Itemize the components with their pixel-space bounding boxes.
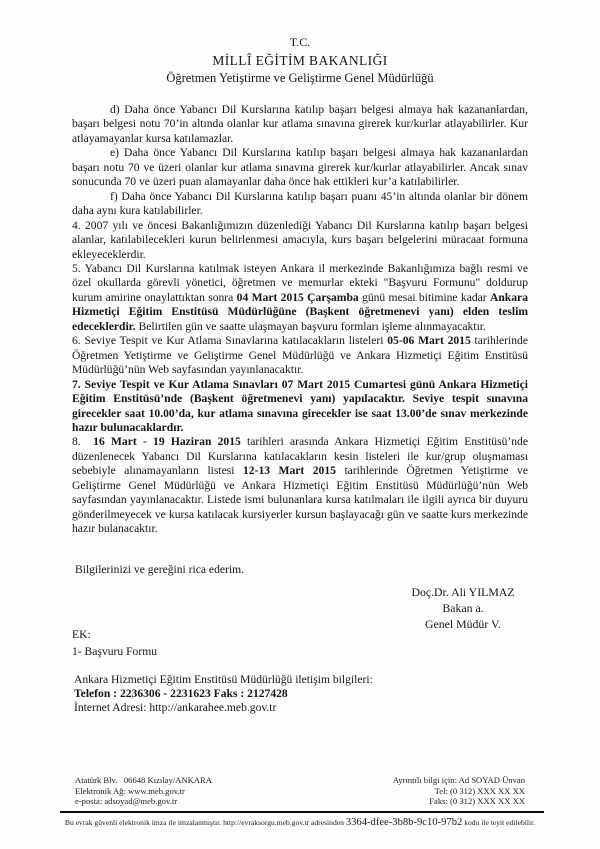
text-run: 5. Yabancı Dil Kurslarına katılmak isteyen Ankara il merkezinde Bakanlığımıza bağlı resmi ve özel okullarda görevli yönetici, öğretmen ve memurlar ekteki "Başvuru Formunu" doldurup kurum amirine onaylattıktan sonra: [72, 261, 528, 304]
footer-web-address: Elektronik Ağ: www.meb.gov.tr: [75, 785, 185, 796]
body-paragraph: [72, 190, 528, 219]
body-paragraph: [72, 146, 528, 189]
text-run: Ankara Hizmetiçi Eğitim Enstitüsü Müdürlüğüne (Başkent öğretmenevi yanı) elden teslim edeceklerdir.: [72, 290, 528, 333]
letter-body: [72, 103, 528, 537]
letterhead-directorate: Öğretmen Yetiştirme ve Geliştirme Genel Müdürlüğü: [166, 71, 434, 85]
signer-name: Doç.Dr. Ali YILMAZ: [411, 585, 515, 599]
text-run: f) Daha önce Yabancı Dil Kurslarına katılıp başarı puanı 45’in altında olanlar bir dönem daha aynı kura katılabilirler.: [72, 189, 528, 218]
letterhead-tc: T.C.: [289, 35, 311, 49]
text-run: 16 Mart - 19 Haziran 2015: [93, 435, 241, 449]
contact-block: [74, 673, 373, 715]
contact-internet-address: İnternet Adresi: http://ankarahee.meb.gov.tr: [74, 701, 277, 714]
body-paragraph: [72, 103, 528, 146]
text-run: tarihleri arasında Ankara Hizmetiçi Eğitim Enstitüsü’nde düzenlenecek Yabancı Dil Kurslarına katılacakların kesin listeleri ile kur/grup oluşmaması sebebiyle alınamayanların listesi: [72, 435, 528, 478]
closing-line: Bilgilerinizi ve gereğini rica ederim.: [75, 563, 245, 576]
body-paragraph: [72, 435, 528, 536]
text-run: 6. Seviye Tespit ve Kur Atlama Sınavlarına katılacakların listeleri: [72, 334, 388, 348]
text-run: 05-06 Mart 2015: [387, 334, 471, 348]
verification-code: 3364-dfee-3b8b-9c10-97b2: [345, 817, 463, 828]
verification-suffix: kodu ile teyit edilebilir.: [462, 818, 536, 827]
text-run: tarihlerinde Öğretmen Yetiştirme ve Geliştirme Genel Müdürlüğü ve Ankara Hizmetiçi Eğitim Enstitüsü Müdürlüğü’nün Web sayfasından yayınlanacaktır.: [72, 334, 528, 377]
contact-heading: Ankara Hizmetiçi Eğitim Enstitüsü Müdürlüğü iletişim bilgileri:: [74, 673, 373, 686]
footer-divider-line: [60, 811, 544, 813]
text-run: tarihlerinde Öğretmen Yetiştirme ve Geliştirme Genel Müdürlüğü ve Ankara Hizmetiçi Eğitim Enstitüsü Müdürlüğü’nün Web sayfasından yayınlanacaktır. Listede ismi bulunanlara kursa katılmaları ile ilgili ayrıca bir duyuru gönderilmeyecek ve kursa katılacak kursiyerler kursun başlayacağı gün ve saatte kurs merkezinde hazır bulanacaktır.: [72, 464, 528, 536]
verification-prefix: Bu evrak güvenli elektronik imza ile imzalanmıştır. http://evraksorgu.meb.gov.tr adresinden: [64, 818, 346, 827]
letterhead-ministry: MİLLÎ EĞİTİM BAKANLIĞI: [212, 53, 388, 68]
body-paragraph: [72, 219, 528, 262]
body-paragraph: [72, 378, 528, 436]
verification-line: [0, 817, 600, 828]
footer-address-block: [75, 775, 525, 807]
contact-phone-fax: Telefon : 2236306 - 2231623 Faks : 2127428: [74, 687, 288, 700]
text-run: 12-13 Mart 2015: [242, 464, 336, 478]
footer-left-column: [75, 775, 212, 807]
attachments-block: [72, 626, 157, 660]
body-paragraph: [72, 262, 528, 334]
signer-title-1: Bakan a.: [442, 601, 484, 615]
text-run: d) Daha önce Yabancı Dil Kurslarına katılıp başarı belgesi almaya hak kazananlardan, başarı belgesi notu 70’in altında olanlar kur atlama sınavına girerek kur/kurlar atlayabilirler. Kur atlayamayanlar kursa katılamazlar.: [72, 103, 528, 145]
attachments-label: EK:: [72, 628, 91, 641]
footer-email-address: e-posta: adsoyad@meb.gov.tr: [75, 796, 178, 807]
attachment-item: 1- Başvuru Formu: [72, 645, 158, 658]
footer-fax: Faks: (0 312) XXX XX XX: [429, 796, 525, 807]
signer-title-2: Genel Müdür V.: [425, 617, 501, 631]
text-run: 4. 2007 yılı ve öncesi Bakanlığımızın düzenlediği Yabancı Dil Kurslarına katılıp başarı belgesi alanlar, katılabilecekleri kurun belirlenmesi amacıyla, kurs başarı belgelerini müracaat formuna ekleyeceklerdir.: [72, 218, 528, 261]
text-run: 8.: [72, 435, 94, 449]
footer-info-contact: Ayrıntılı bilgi için: Ad SOYAD Ünvan: [392, 775, 525, 785]
text-run: e) Daha önce Yabancı Dil Kurslarına katılıp başarı belgesi almaya hak kazananlardan başarı notu 70 ve üzeri olanlar kur atlama sınavına girerek kur/kurlar atlayabilirler. Ancak sınav sonucunda 70 ve üzeri puan alamayanlar daha önce hak ettikleri kur’a katılabilirler.: [72, 146, 528, 189]
signature-block: [368, 584, 558, 632]
footer-tel: Tel: (0 312) XXX XX XX: [434, 785, 525, 796]
text-run: 04 Mart 2015 Çarşamba: [236, 290, 359, 304]
text-run: günü mesai bitimine kadar: [358, 290, 490, 304]
text-run: 7. Seviye Tespit ve Kur Atlama Sınavları 07 Mart 2015 Cumartesi günü Ankara Hizmetiçi Eğitim Enstitüsü’nde (Başkent öğretmenevi yanı) yapılacaktır. Seviye tespit sınavına girecekler saat 10.00’da, kur atlama sınavına girecekler ise saat 13.00’de sınav merkezinde hazır bulunacaklardır.: [72, 377, 528, 434]
text-run: Belirtilen gün ve saatte ulaşmayan başvuru formları işleme alınmayacaktır.: [135, 319, 486, 333]
body-paragraph: [72, 334, 528, 377]
footer-right-column: [393, 775, 525, 807]
letterhead: [0, 34, 600, 87]
footer-street-address: Atatürk Blv. 06648 Kızılay/ANKARA: [75, 775, 212, 785]
